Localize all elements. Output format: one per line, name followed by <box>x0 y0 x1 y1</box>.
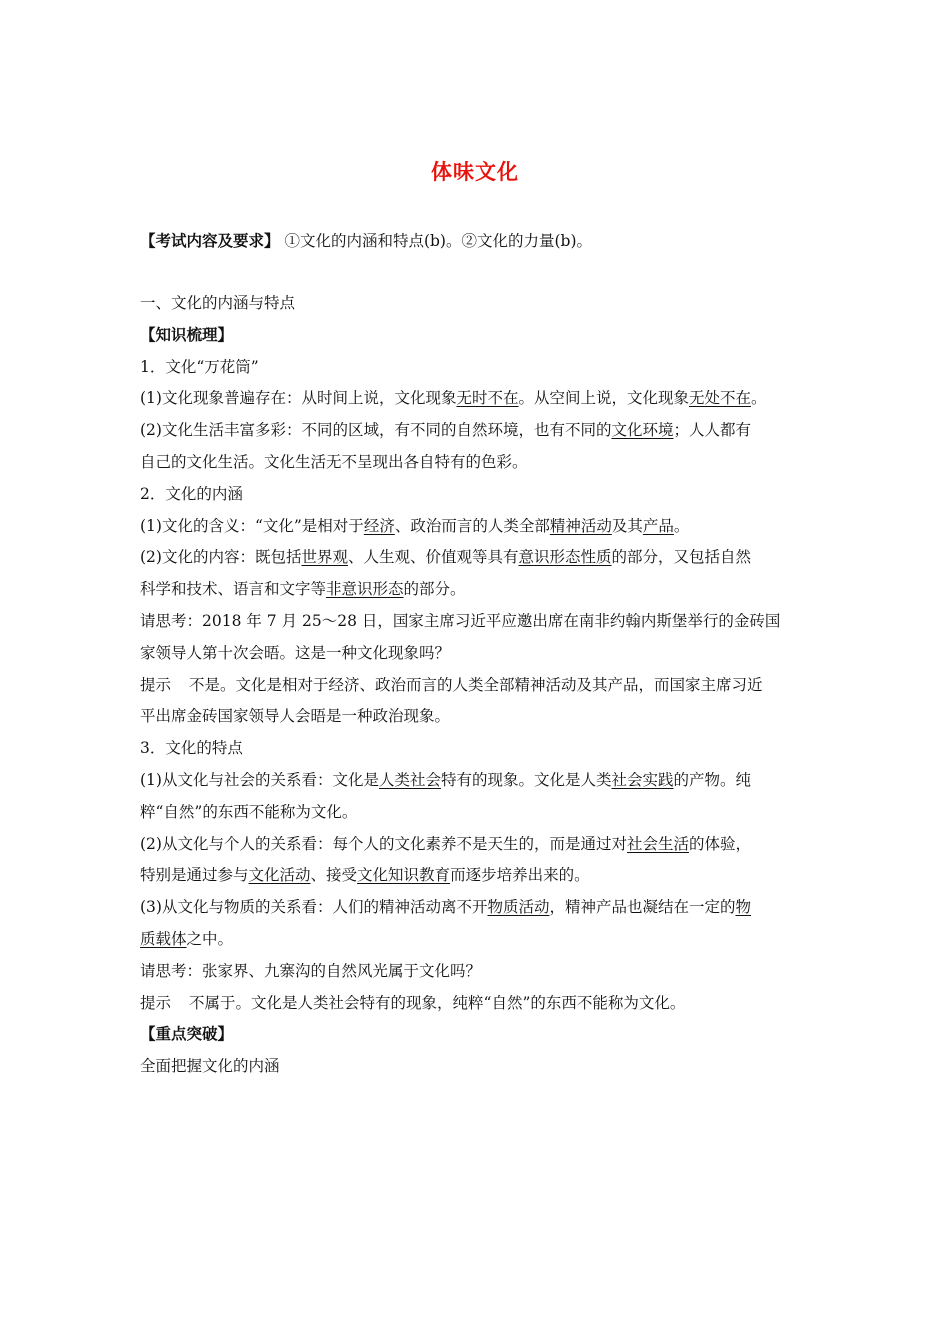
paragraph-3-1-line2: 粹“自然”的东西不能称为文化。 <box>140 802 358 821</box>
paragraph-1-1 <box>140 383 812 415</box>
paragraph-1-2-line1 <box>140 415 812 447</box>
text-run: (2)从文化与个人的关系看：每个人的文化素养不是天生的，而是通过对 <box>140 834 627 853</box>
underlined-term: 物 <box>735 898 752 917</box>
paragraph-2-2-line2 <box>140 574 812 606</box>
focus-text: 全面把握文化的内涵 <box>140 1057 280 1076</box>
hint-1-line1 <box>140 670 812 702</box>
point1-title: 1．文化“万花筒” <box>140 357 259 376</box>
underlined-term: 文化环境 <box>611 421 674 440</box>
text-run: 不属于。文化是人类社会特有的现象，纯粹“自然”的东西不能称为文化。 <box>189 993 686 1012</box>
text-run: (1)文化的含义：“文化”是相对于 <box>140 516 364 535</box>
underlined-term: 无时不在 <box>456 389 519 408</box>
think-question-2: 请思考：张家界、九寨沟的自然风光属于文化吗？ <box>140 961 482 980</box>
exam-requirements <box>140 229 820 251</box>
text-run: (3)从文化与物质的关系看：人们的精神活动离不开 <box>140 898 488 917</box>
text-run: 。 <box>751 389 767 408</box>
text-run: 特有的现象。文化是人类 <box>440 770 612 789</box>
paragraph-3-3-line2 <box>140 924 812 956</box>
underlined-term: 人类社会 <box>378 770 441 789</box>
text-run: (2)文化的内容：既包括 <box>140 548 302 567</box>
text-run: ；人人都有 <box>673 421 751 440</box>
underlined-term: 社会实践 <box>611 770 674 789</box>
text-run: 及其 <box>611 516 643 535</box>
hint-label: 提示 <box>140 675 172 694</box>
point2-title: 2．文化的内涵 <box>140 484 243 503</box>
underlined-term: 精神活动 <box>549 516 612 535</box>
text-run: (2)文化生活丰富多彩：不同的区域，有不同的自然环境，也有不同的 <box>140 421 612 440</box>
text-run: 。 <box>673 516 690 535</box>
underlined-term: 文化知识教育 <box>357 866 451 885</box>
text-run: 的部分。 <box>403 580 466 599</box>
text-run: 、政治而言的人类全部 <box>394 516 550 535</box>
underlined-term: 物质活动 <box>487 898 550 917</box>
text-run: 之中。 <box>186 929 234 948</box>
underlined-term: 社会生活 <box>626 834 689 853</box>
underlined-term: 经济 <box>363 516 395 535</box>
page-title: 体味文化 <box>431 160 519 184</box>
think-question-1-line2: 家领导人第十次会晤。这是一种文化现象吗？ <box>140 643 451 662</box>
paragraph-3-1-line1 <box>140 765 812 797</box>
text-run: 不是。文化是相对于经济、政治而言的人类全部精神活动及其产品，而国家主席习近 <box>189 675 763 694</box>
underlined-term: 非意识形态 <box>326 580 404 599</box>
text-run: 科学和技术、语言和文字等 <box>140 580 327 599</box>
think-question-1-line1: 请思考：2018 年 7 月 25～28 日，国家主席习近平应邀出席在南非约翰内斯堡举行的金砖国 <box>140 611 781 630</box>
underlined-term: 文化活动 <box>248 866 311 885</box>
underlined-term: 世界观 <box>301 548 348 567</box>
text-run: 。从空间上说，文化现象 <box>518 389 689 408</box>
paragraph-3-2-line1 <box>140 829 812 861</box>
underlined-term: 无处不在 <box>689 389 752 408</box>
text-run: 而逐步培养出来的。 <box>450 866 590 885</box>
paragraph-2-1 <box>140 511 812 543</box>
hint-1-line2: 平出席金砖国家领导人会晤是一种政治现象。 <box>140 707 451 726</box>
section-heading: 一、文化的内涵与特点 <box>140 294 296 312</box>
underlined-term: 产品 <box>642 516 674 535</box>
hint-label: 提示 <box>140 993 172 1012</box>
requirements-text: ①文化的内涵和特点(b)。②文化的力量(b)。 <box>284 232 592 250</box>
knowledge-label: 【知识梳理】 <box>140 325 234 344</box>
requirements-label: 【考试内容及要求】 <box>140 232 280 250</box>
text-run: ，精神产品也凝结在一定的 <box>549 898 736 917</box>
text-run: 的部分，又包括自然 <box>611 548 752 567</box>
text-run: 、接受 <box>310 866 358 885</box>
content-body <box>140 288 812 1083</box>
paragraph-3-2-line2 <box>140 860 812 892</box>
paragraph-3-3-line1 <box>140 892 812 924</box>
text-run: (1)从文化与社会的关系看：文化是 <box>140 770 379 789</box>
text-run: 的产物。纯 <box>673 770 752 789</box>
text-run: 特别是通过参与 <box>140 866 249 885</box>
text-run: 的体验， <box>688 834 751 853</box>
text-run: 、人生观、价值观等具有 <box>347 548 519 567</box>
paragraph-1-2-line2: 自己的文化生活。文化生活无不呈现出各自特有的色彩。 <box>140 452 528 471</box>
underlined-term: 意识形态性质 <box>518 548 612 567</box>
text-run: (1)文化现象普遍存在：从时间上说，文化现象 <box>140 389 457 408</box>
point3-title: 3．文化的特点 <box>140 739 243 758</box>
paragraph-2-2-line1 <box>140 542 812 574</box>
hint-2 <box>140 988 812 1020</box>
focus-label: 【重点突破】 <box>140 1025 234 1044</box>
underlined-term: 质载体 <box>140 929 187 948</box>
